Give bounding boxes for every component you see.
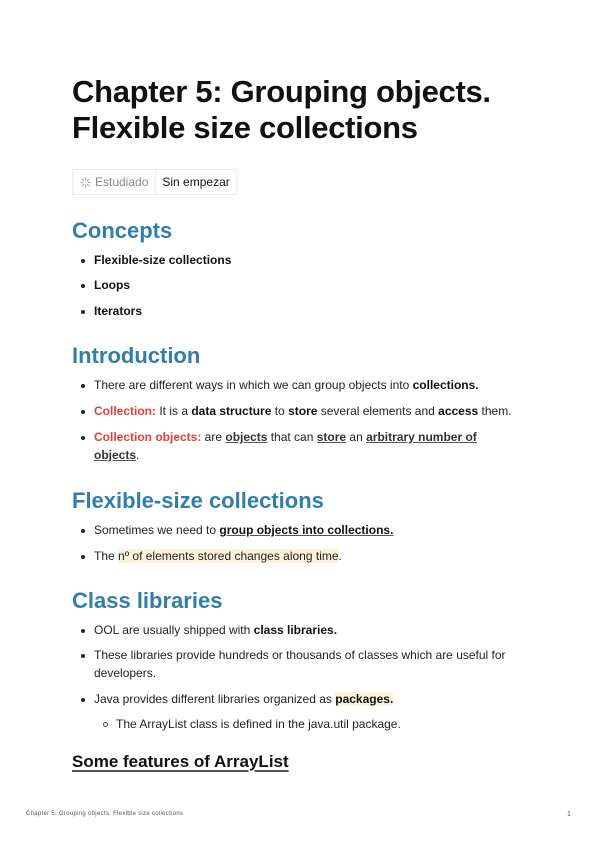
heading-flexible-size-collections: Flexible-size collections	[72, 488, 324, 513]
list-item: The nº of elements stored changes along time.	[94, 547, 524, 565]
property-value[interactable]: Sin empezar	[162, 175, 230, 189]
footer-title: Chapter 5: Grouping objects. Flexible size collections	[26, 811, 184, 817]
list-item: Flexible-size collections	[94, 251, 524, 269]
list-item: Loops	[94, 276, 524, 294]
title-line-1: Chapter 5: Grouping objects.	[72, 74, 491, 109]
list-item: Collection: It is a data structure to store several elements and access them.	[94, 402, 524, 420]
loading-spinner-icon	[80, 177, 91, 188]
page-title	[72, 74, 491, 146]
property-label-text: Estudiado	[95, 175, 149, 189]
list-item: Iterators	[94, 302, 524, 320]
property-label	[73, 170, 156, 194]
property-row	[72, 169, 237, 195]
title-line-2: Flexible size collections	[72, 110, 418, 145]
list-item: There are different ways in which we can group objects into collections.	[94, 376, 524, 394]
list-item: Java provides different libraries organized as packages.	[94, 690, 524, 708]
list-item: These libraries provide hundreds or thousands of classes which are useful for developers.	[94, 646, 524, 682]
list-item: Sometimes we need to group objects into collections.	[94, 521, 524, 539]
subheading-arraylist-features: Some features of ArrayList	[72, 752, 289, 771]
sub-list-item: The ArrayList class is defined in the java.util package.	[116, 715, 546, 733]
list-item: Collection objects: are objects that can store an arbitrary number of objects.	[94, 428, 494, 464]
list-item: OOL are usually shipped with class libraries.	[94, 621, 524, 639]
heading-introduction: Introduction	[72, 343, 201, 368]
page-number: 1	[567, 811, 571, 818]
heading-class-libraries: Class libraries	[72, 588, 223, 613]
heading-concepts: Concepts	[72, 218, 173, 243]
